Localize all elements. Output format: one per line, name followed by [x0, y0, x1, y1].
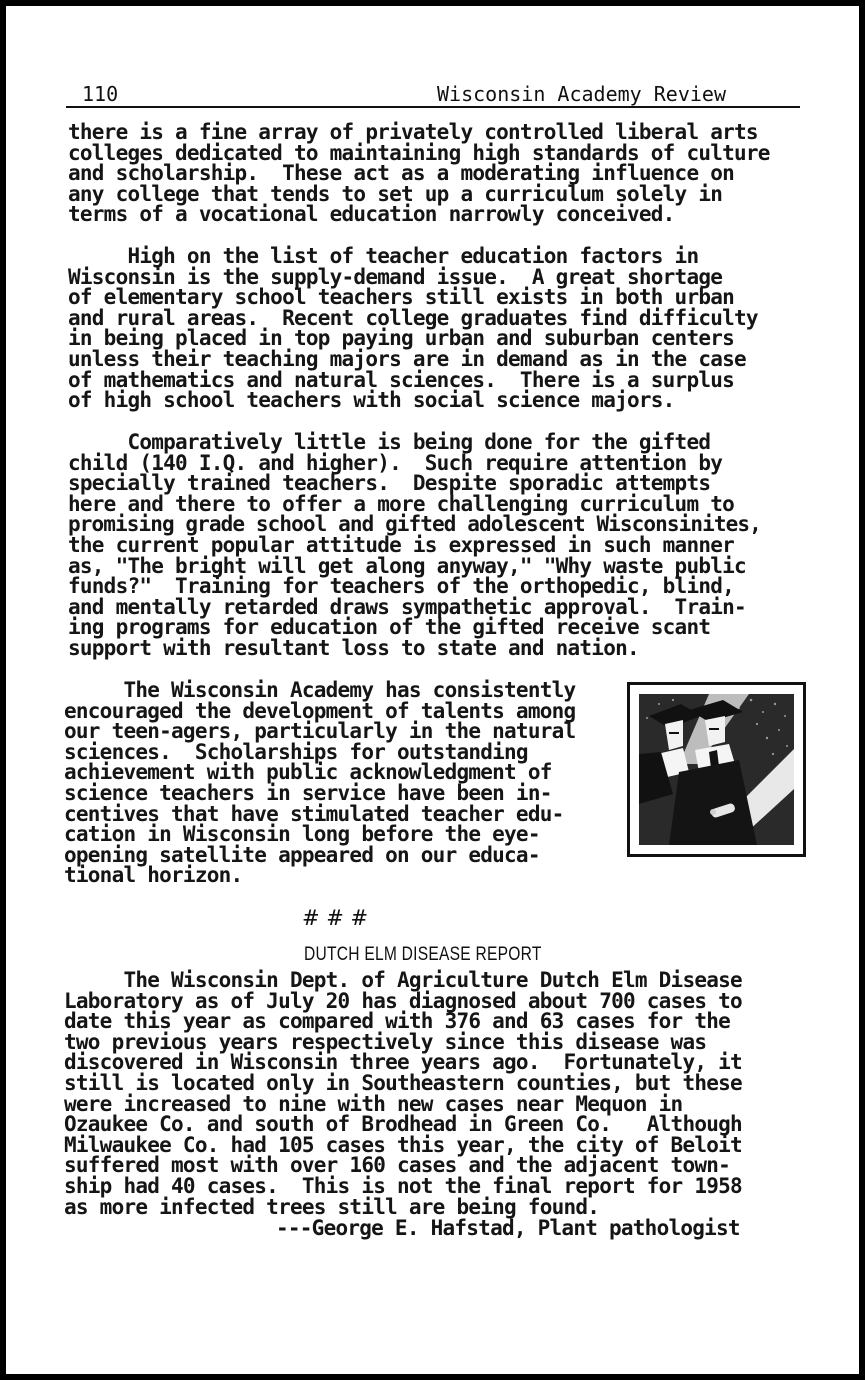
- text-line: any college that tends to set up a curriculum solely in: [68, 181, 723, 206]
- text-line: here and there to offer a more challenging curriculum to: [68, 491, 735, 516]
- text-line: the current popular attitude is expressed in such manner: [68, 532, 735, 557]
- text-line: two previous years respectively since this disease was: [64, 1029, 707, 1054]
- text-line: of high school teachers with social science majors.: [68, 388, 675, 413]
- graduates-illustration: [627, 682, 806, 857]
- text-line: promising grade school and gifted adolescent Wisconsinites,: [68, 512, 761, 537]
- paragraph-3: [68, 432, 761, 659]
- document-page: [6, 6, 859, 1374]
- page-number: 110: [82, 82, 119, 106]
- text-line: Comparatively little is being done for the gifted: [68, 430, 711, 454]
- text-line: The Wisconsin Dept. of Agriculture Dutch Elm Disease: [64, 968, 742, 992]
- text-line: terms of a vocational education narrowly conceived.: [68, 202, 675, 227]
- signature-line: ---George E. Hafstad, Plant pathologist: [276, 1216, 740, 1240]
- text-line: in being placed in top paying urban and suburban centers: [68, 326, 735, 351]
- paragraph-2: [68, 246, 758, 411]
- paragraph-4: [64, 680, 575, 886]
- text-line: opening satellite appeared on our educa-: [64, 842, 540, 867]
- text-line: funds?" Training for teachers of the orthopedic, blind,: [68, 574, 735, 599]
- text-line: support with resultant loss to state and nation.: [68, 635, 639, 660]
- journal-title: Wisconsin Academy Review: [437, 82, 726, 106]
- text-line: our teen-agers, particularly in the natural: [64, 719, 576, 744]
- text-line: suffered most with over 160 cases and the adjacent town-: [64, 1153, 731, 1178]
- text-line: The Wisconsin Academy has consistently: [64, 678, 576, 702]
- text-line: tional horizon.: [64, 863, 243, 888]
- report-heading: DUTCH ELM DISEASE REPORT: [304, 944, 542, 965]
- page-header: [66, 82, 800, 108]
- text-line: science teachers in service have been in-: [64, 780, 552, 805]
- text-line: Milwaukee Co. had 105 cases this year, the city of Beloit: [64, 1132, 742, 1157]
- text-line: achievement with public acknowledgment of: [64, 760, 552, 785]
- text-line: were increased to nine with new cases near Mequon in: [64, 1091, 683, 1116]
- text-line: and rural areas. Recent college graduates find difficulty: [68, 305, 758, 330]
- text-line: cation in Wisconsin long before the eye-: [64, 822, 540, 847]
- text-line: ing programs for education of the gifted receive scant: [68, 615, 711, 640]
- text-line: specially trained teachers. Despite sporadic attempts: [68, 471, 711, 496]
- report-body: [64, 970, 742, 1217]
- text-line: of mathematics and natural sciences. There is a surplus: [68, 367, 735, 392]
- text-line: unless their teaching majors are in demand as in the case: [68, 346, 746, 371]
- text-line: and scholarship. These act as a moderating influence on: [68, 161, 735, 186]
- text-line: ship had 40 cases. This is not the final report for 1958: [64, 1173, 742, 1198]
- text-line: as, "The bright will get along anyway," "Why waste public: [68, 553, 746, 578]
- text-line: Ozaukee Co. and south of Brodhead in Green Co. Although: [64, 1112, 742, 1137]
- text-line: encouraged the development of talents among: [64, 698, 576, 723]
- text-line: still is located only in Southeastern counties, but these: [64, 1070, 742, 1095]
- text-line: Wisconsin is the supply-demand issue. A great shortage: [68, 264, 723, 289]
- text-line: discovered in Wisconsin three years ago. Fortunately, it: [64, 1050, 742, 1075]
- text-line: as more infected trees still are being found.: [64, 1194, 600, 1219]
- signature: [276, 1218, 740, 1239]
- text-line: and mentally retarded draws sympathetic approval. Train-: [68, 594, 746, 619]
- text-line: centives that have stimulated teacher edu-: [64, 801, 564, 826]
- text-line: High on the list of teacher education factors in: [68, 244, 699, 268]
- text-line: of elementary school teachers still exists in both urban: [68, 285, 735, 310]
- text-line: Laboratory as of July 20 has diagnosed about 700 cases to: [64, 988, 742, 1013]
- section-separator: # # #: [302, 906, 369, 930]
- paragraph-1: [68, 122, 770, 225]
- text-line: child (140 I.Q. and higher). Such require attention by: [68, 450, 723, 475]
- text-line: there is a fine array of privately controlled liberal arts: [68, 120, 758, 144]
- text-line: colleges dedicated to maintaining high standards of culture: [68, 140, 770, 165]
- text-line: date this year as compared with 376 and 63 cases for the: [64, 1009, 731, 1034]
- text-line: sciences. Scholarships for outstanding: [64, 739, 528, 764]
